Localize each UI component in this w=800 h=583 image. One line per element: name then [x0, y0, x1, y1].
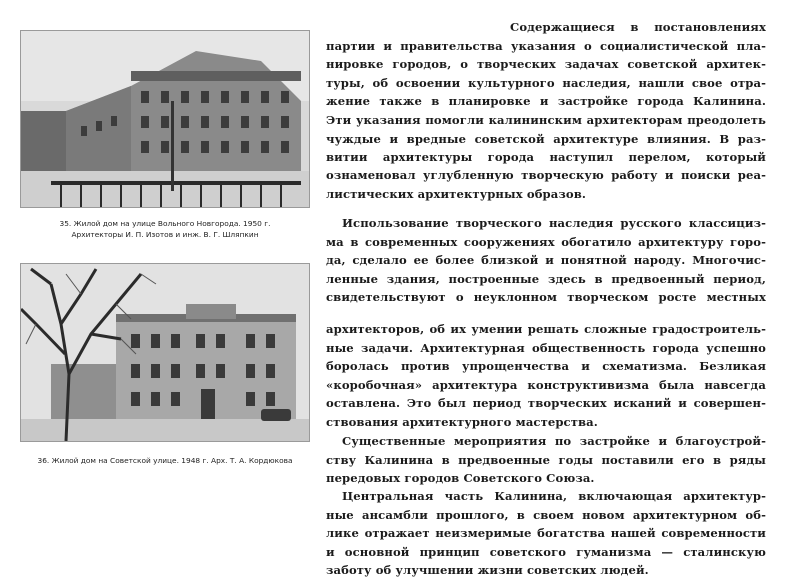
text-line: жение также в планировке и застройке города Калинина.	[326, 94, 766, 109]
building-photo-2-illustration	[21, 264, 309, 441]
figure-36-caption	[20, 455, 310, 466]
text-line: свидетельствуют о неуклонном творческом росте местных	[326, 290, 766, 305]
text-line: ству Калинина в предвоенные годы поставили его в ряды	[326, 452, 766, 467]
text-line: витии архитектуры города наступил перелом, который	[326, 150, 766, 165]
text-line: нировке городов, о творческих задачах советской архитек-	[326, 57, 766, 72]
text-line: «коробочная» архитектура конструктивизма была навсегда	[326, 377, 766, 392]
figure-36-caption-text: 36. Жилой дом на Советской улице. 1948 г. Арх. Т. А. Кордюкова	[37, 456, 293, 465]
photo-building-sovetskaya	[20, 263, 310, 442]
text-line: Эти указания помогли калининским архитекторам преодолеть	[326, 112, 766, 127]
photo-building-volnogo-novgoroda	[20, 30, 310, 208]
text-line: партии и правительства указания о социалистической пла-	[326, 38, 766, 53]
text-line: боролась против упрощенчества и схематизма. Безликая	[326, 359, 766, 374]
figure-35-caption	[20, 218, 310, 240]
text-line: оставлена. Это был период творческих исканий и совершен-	[326, 396, 766, 411]
figure-35-caption-line1: 35. Жилой дом на улице Вольного Новгорода. 1950 г.	[59, 219, 271, 228]
text-block-3	[326, 214, 766, 307]
text-line: чуждые и вредные советской архитектуре влияния. В раз-	[326, 131, 766, 146]
text-line: ствования архитектурного мастерства.	[326, 414, 598, 429]
building-photo-1-illustration	[21, 31, 309, 207]
text-block-5	[326, 432, 766, 488]
text-line: да, сделало ее более близкой и понятной народу. Многочис-	[326, 253, 766, 268]
figure-35-caption-line2: Архитекторы И. П. Изотов и инж. В. Г. Шляпкин	[71, 230, 259, 239]
text-line: ознаменовал углубленную творческую работу и поиски реа-	[326, 168, 766, 182]
text-line: ные задачи. Архитектурная общественность города успешно	[326, 340, 766, 355]
text-block-6	[326, 487, 766, 580]
text-line: ма в современных сооружениях обогатило архитектуру горо-	[326, 234, 766, 249]
text-block-1	[326, 18, 766, 167]
text-line: и основной принцип советского гуманизма — сталинскую	[326, 544, 766, 559]
text-line: Существенные мероприятия по застройке и благоустрой-	[342, 434, 766, 448]
text-block-2	[326, 166, 766, 203]
text-block-4	[326, 320, 766, 432]
text-line: Содержащиеся в постановлениях	[510, 20, 766, 34]
text-line: ные ансамбли прошлого, в своем новом архитектурном об-	[326, 507, 766, 522]
text-line: архитекторов, об их умении решать сложные градостроитель-	[326, 322, 766, 336]
text-line: листических архитектурных образов.	[326, 186, 586, 201]
text-line: лике отражает неизмеримые богатства нашей современности	[326, 526, 766, 541]
text-line: ленные здания, построенные здесь в предвоенный период,	[326, 271, 766, 286]
text-line: Использование творческого наследия русского классициз-	[342, 216, 766, 230]
text-line: передовых городов Советского Союза.	[326, 471, 595, 486]
text-line: Центральная часть Калинина, включающая архитектур-	[342, 489, 766, 503]
text-line: туры, об освоении культурного наследия, нашли свое отра-	[326, 75, 766, 90]
text-line: заботу об улучшении жизни советских людей.	[326, 563, 649, 578]
